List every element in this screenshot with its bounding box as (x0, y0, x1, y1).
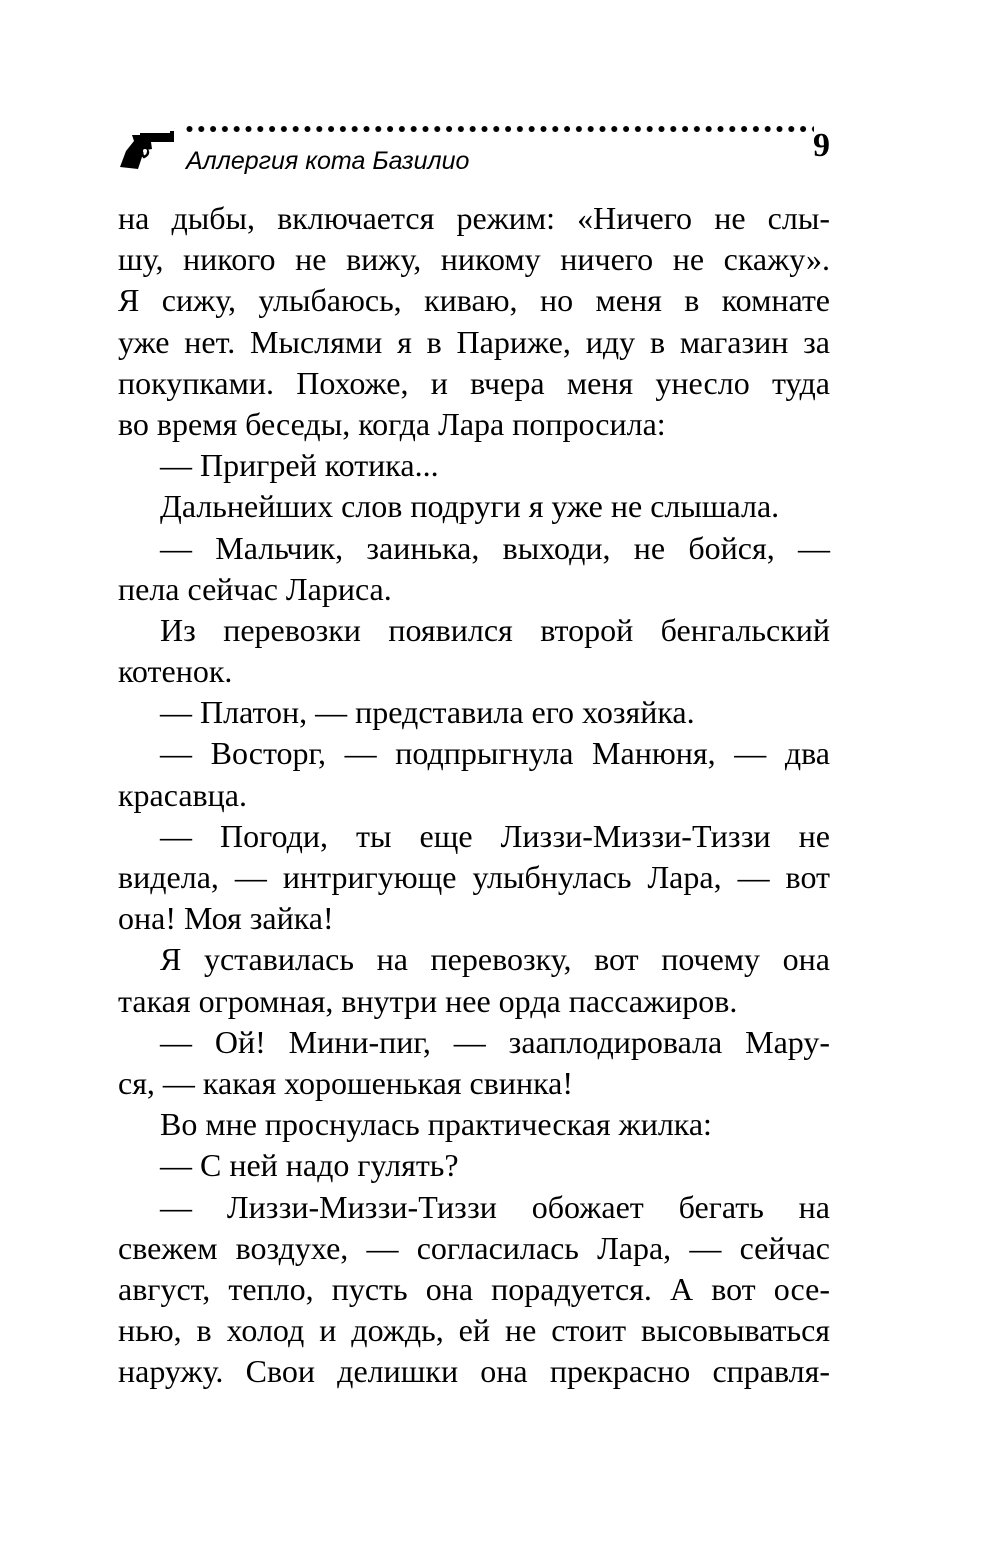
text-line: — Погоди, ты еще Лиззи-Миззи-Тиззи не (160, 817, 830, 854)
page-header (118, 120, 834, 182)
text-line: нью, в холод и дождь, ей не стоит высовываться (118, 1312, 830, 1349)
text-line: — Ой! Мини-пиг, — зааплодировала Мару- (160, 1023, 830, 1060)
text-line: август, тепло, пусть она порадуется. А вот осе- (118, 1270, 830, 1307)
text-line: — Лиззи-Миззи-Тиззи обожает бегать на (160, 1188, 830, 1225)
text-line: во время беседы, когда Лара попросила: (118, 405, 666, 442)
text-line: Из перевозки появился второй бенгальский (160, 611, 830, 648)
text-line: Во мне проснулась практическая жилка: (160, 1106, 712, 1143)
body-text (118, 198, 830, 1392)
page-number: 9 (813, 127, 830, 164)
text-line: красавца. (118, 776, 247, 813)
text-line: покупками. Похоже, и вчера меня унесло туда (118, 364, 830, 401)
text-line: — Пригрей котика... (160, 447, 439, 484)
text-line: Я уставилась на перевозку, вот почему она (160, 941, 830, 978)
text-line: Я сижу, улыбаюсь, киваю, но меня в комнате (118, 282, 830, 319)
text-line: Дальнейших слов подруги я уже не слышала. (160, 488, 780, 525)
text-line: котенок. (118, 653, 233, 690)
text-line: ся, — какая хорошенькая свинка! (118, 1064, 573, 1101)
text-line: на дыбы, включается режим: «Ничего не слы- (118, 200, 830, 236)
text-line: — Восторг, — подпрыгнула Манюня, — два (160, 735, 830, 772)
text-line: она! Моя зайка! (118, 900, 334, 937)
text-line: наружу. Свои делишки она прекрасно справля- (118, 1353, 830, 1390)
revolver-icon (118, 131, 176, 171)
text-line: — С ней надо гулять? (160, 1147, 459, 1184)
text-line: уже нет. Мыслями я в Париже, иду в магазин за (118, 323, 830, 360)
text-line: свежем воздухе, — согласилась Лара, — сейчас (118, 1229, 830, 1266)
text-line: такая огромная, внутри нее орда пассажиров. (118, 982, 738, 1019)
running-title: Аллергия кота Базилио (186, 147, 470, 175)
text-line: пела сейчас Лариса. (118, 570, 392, 607)
text-line: видела, — интригующе улыбнулась Лара, — вот (118, 859, 830, 895)
text-line: — Платон, — представила его хозяйка. (160, 694, 695, 731)
header-dotted-rule (186, 122, 814, 136)
text-line: — Мальчик, заинька, выходи, не бойся, — (160, 529, 830, 566)
text-line: шу, никого не вижу, никому ничего не скажу». (118, 241, 830, 278)
